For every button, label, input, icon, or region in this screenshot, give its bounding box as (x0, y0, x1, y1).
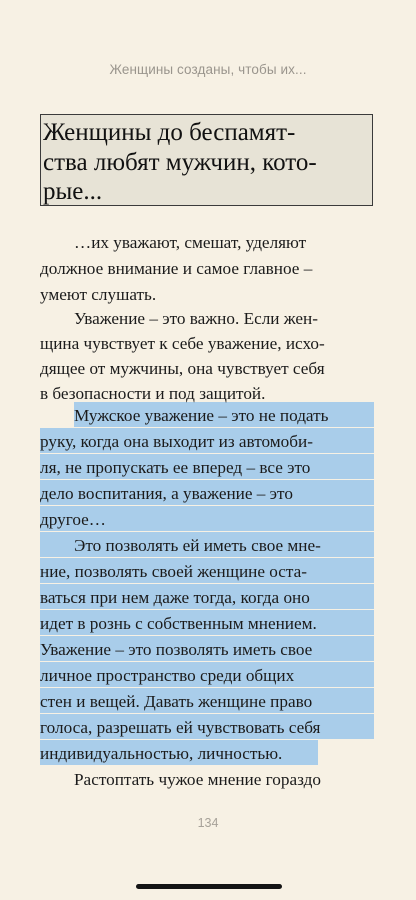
body-line: индивидуальностью, личностью. (40, 744, 283, 763)
home-indicator[interactable] (136, 884, 282, 889)
body-line: другое… (40, 510, 106, 529)
body-line: Мужское уважение – это не подать (74, 406, 329, 425)
body-line: должное внимание и самое главное – (40, 259, 313, 278)
body-line: Растоптать чужое мнение гораздо (74, 770, 321, 789)
body-line: дящее от мужчины, она чувствует себя (40, 359, 325, 378)
body-line: …их уважают, смешат, уделяют (74, 233, 307, 252)
body-line: ваться при нем даже тогда, когда оно (40, 588, 310, 607)
body-line: в безопасности и под защитой. (40, 384, 266, 403)
page-number: 134 (197, 816, 219, 830)
body-line: стен и вещей. Давать женщине право (40, 692, 313, 711)
body-line: щина чувствует к себе уважение, исхо- (40, 334, 325, 353)
body-line: Это позволять ей иметь свое мне- (74, 536, 321, 555)
body-line: умеют слушать. (40, 285, 157, 304)
chapter-title-line: Женщины до беспамят- (43, 119, 296, 146)
body-line: руку, когда она выходит из автомоби- (40, 432, 313, 451)
body-line: дело воспитания, а уважение – это (40, 484, 293, 503)
chapter-title-line: ства любят мужчин, кото- (43, 149, 317, 176)
body-line: Уважение – это позволять иметь свое (40, 640, 313, 659)
body-line: личное пространство среди общих (40, 666, 295, 685)
body-line: ние, позволять своей женщине оста- (40, 562, 308, 581)
running-title: Женщины созданы, чтобы их... (109, 62, 307, 77)
body-line: ля, не пропускать ее вперед – все это (40, 458, 311, 477)
body-line: голоса, разрешать ей чувствовать себя (40, 718, 321, 737)
body-line: Уважение – это важно. Если жен- (74, 309, 318, 328)
chapter-title-line: рые... (43, 178, 103, 205)
body-line: идет в рознь с собственным мнением. (40, 614, 317, 633)
